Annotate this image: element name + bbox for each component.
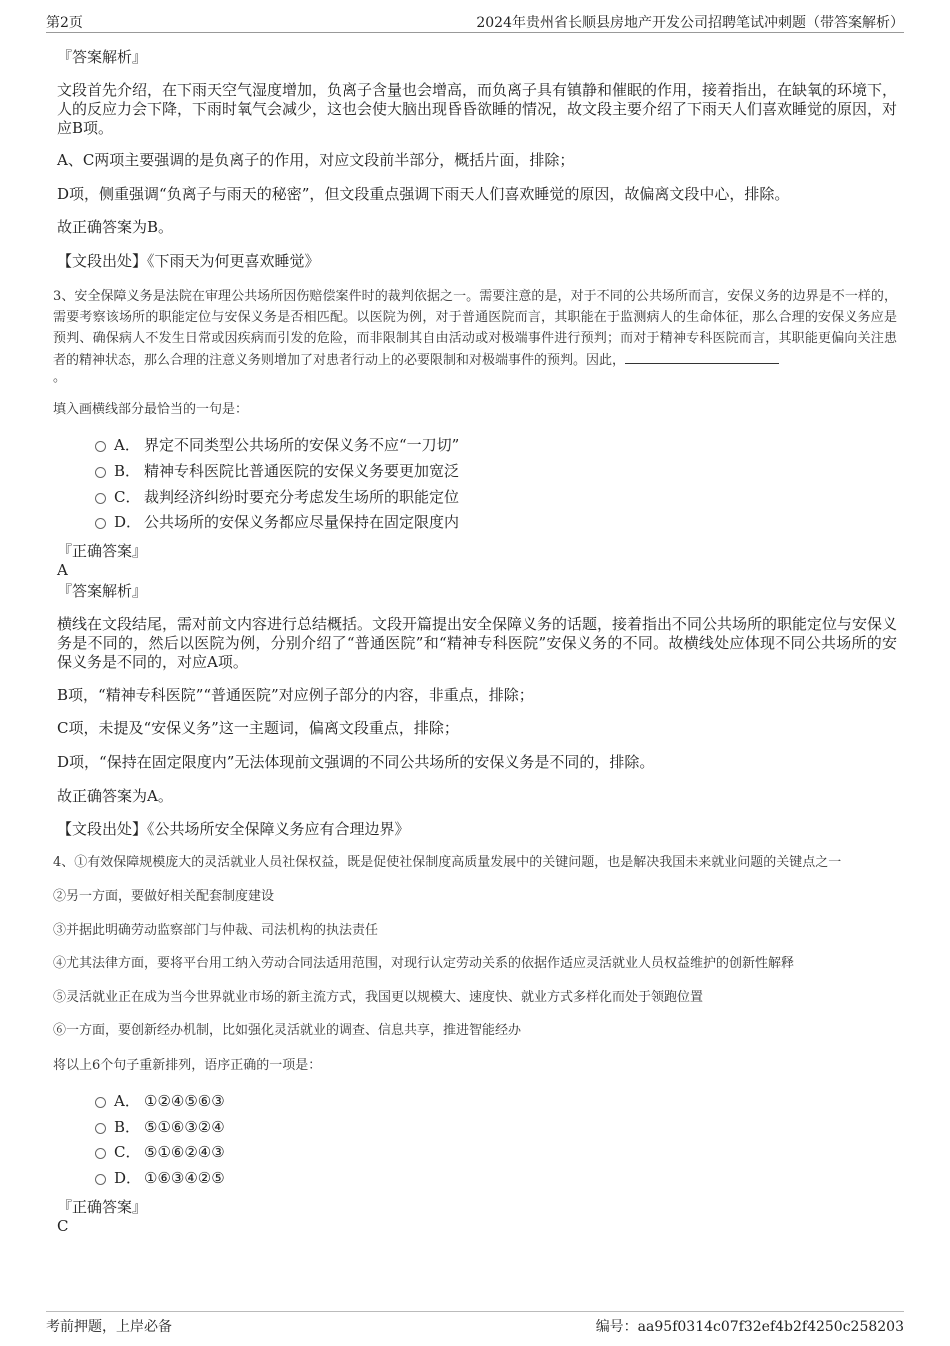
option-letter: A． [114,1092,140,1110]
answer-blank [625,349,779,364]
document-title: 2024年贵州省长顺县房地产开发公司招聘笔试冲刺题（带答案解析） [476,15,904,31]
correct-answer-label: 『正确答案』 [57,1198,148,1216]
question-4-prompt: 将以上6个句子重新排列，语序正确的一项是： [53,1058,322,1073]
radio-icon[interactable] [95,1097,106,1108]
option-text: 精神专科医院比普通医院的安保义务要更加宽泛 [144,462,460,480]
option-text: ①⑥③④②⑤ [144,1169,225,1187]
option-letter: C． [114,1143,141,1161]
page-number: 第2页 [46,15,83,31]
document-id: 编号：aa95f0314c07f32ef4b2f4250c258203 [595,1319,904,1335]
page-footer [46,1311,904,1346]
analysis-paragraph: B项，“精神专科医院”“普通医院”对应例子部分的内容，非重点，排除； [57,686,534,704]
option-letter: A． [114,436,140,454]
analysis-label: 『答案解析』 [57,48,148,66]
option-letter: D． [114,513,142,531]
source-citation: 【文段出处】《公共场所安全保障义务应有合理边界》 [57,820,410,838]
option-b[interactable] [95,1116,225,1138]
correct-answer-label: 『正确答案』 [57,542,148,560]
option-letter: B． [114,1118,141,1136]
radio-icon[interactable] [95,518,106,529]
option-text: 公共场所的安保义务都应尽量保持在固定限度内 [144,513,460,531]
source-citation: 【文段出处】《下雨天为何更喜欢睡觉》 [57,252,320,270]
option-text: ①②④⑤⑥③ [144,1092,225,1110]
question-3-body: 3、安全保障义务是法院在审理公共场所因伤赔偿案件时的裁判依据之一。需要注意的是，对于不同的公共场所而言，安保义务的边界是不一样的，需要考察该场所的职能定位与安保义务是否相匹配。以医院为例，对于普通医院而言，其职能在于监测病人的生命体征，那么合理的安保义务应是预判、确保病人不发生日常或因疾病而引发的危险，而非限制其自由活动或对极端事件进行预判；而对于精神专科医院而言，其职能更偏向关注患者的精神状态，那么合理的注意义务则增加了对患者行动上的必要限制和对极端事件的预判。因此， [53,289,897,368]
analysis-paragraph: 文段首先介绍，在下雨天空气湿度增加，负离子含量也会增高，而负离子具有镇静和催眠的作用，接着指出，在缺氧的环境下，人的反应力会下降，下雨时氧气会减少，这也会使大脑出现昏昏欲睡的情况，故文段主要介绍了下雨天人们喜欢睡觉的原因，对应B项。 [57,81,898,137]
analysis-paragraph: C项，未提及“安保义务”这一主题词，偏离文段重点，排除； [57,719,459,737]
radio-icon[interactable] [95,1174,106,1185]
correct-answer-statement: 故正确答案为A。 [57,787,173,805]
question-4-sentence-5: ⑤灵活就业正在成为当今世界就业市场的新主流方式，我国更以规模大、速度快、就业方式多样化而处于领跑位置 [53,990,704,1005]
analysis-paragraph: A、C两项主要强调的是负离子的作用，对应文段前半部分，概括片面，排除； [57,151,575,169]
question-4-sentence-4: ④尤其法律方面，要将平台用工纳入劳动合同法适用范围，对现行认定劳动关系的依据作适应灵活就业人员权益维护的创新性解释 [53,956,795,971]
option-text: 裁判经济纠纷时要充分考虑发生场所的职能定位 [144,488,460,506]
option-text: ⑤①⑥③②④ [144,1118,225,1136]
question-4-sentence-2: ②另一方面，要做好相关配套制度建设 [53,889,275,904]
radio-icon[interactable] [95,1148,106,1159]
option-b[interactable] [95,460,459,482]
question-3-tail: 。 [53,370,67,385]
option-a[interactable] [95,1090,225,1112]
page-header [46,0,904,33]
correct-answer-statement: 故正确答案为B。 [57,218,174,236]
option-letter: B． [114,462,141,480]
radio-icon[interactable] [95,467,106,478]
footer-slogan: 考前押题，上岸必备 [46,1319,172,1335]
option-a[interactable] [95,434,459,456]
option-d[interactable] [95,1167,225,1189]
analysis-paragraph: D项，侧重强调“负离子与雨天的秘密”，但文段重点强调下雨天人们喜欢睡觉的原因，故偏离文段中心，排除。 [57,185,790,203]
option-text: 界定不同类型公共场所的安保义务不应“一刀切” [144,436,460,454]
radio-icon[interactable] [95,441,106,452]
analysis-paragraph: 横线在文段结尾，需对前文内容进行总结概括。文段开篇提出安全保障义务的话题，接着指出不同公共场所的职能定位与安保义务是不同的，然后以医院为例，分别介绍了“普通医院”和“精神专科医院”安保义务的不同。故横线处应体现不同公共场所的安保义务是不同的，对应A项。 [57,615,898,671]
question-3-prompt: 填入画横线部分最恰当的一句是： [53,402,249,417]
correct-answer: C [57,1217,69,1235]
question-4-sentence-6: ⑥一方面，要创新经办机制，比如强化灵活就业的调查、信息共享，推进智能经办 [53,1023,522,1038]
radio-icon[interactable] [95,493,106,504]
question-4-sentence-3: ③并据此明确劳动监察部门与仲裁、司法机构的执法责任 [53,923,379,938]
correct-answer: A [57,561,68,579]
option-text: ⑤①⑥②④③ [144,1143,225,1161]
analysis-paragraph: D项，“保持在固定限度内”无法体现前文强调的不同公共场所的安保义务是不同的，排除。 [57,753,655,771]
option-letter: C． [114,488,141,506]
question-4-sentence-1: 4、①有效保障规模庞大的灵活就业人员社保权益，既是促使社保制度高质量发展中的关键问题，也是解决我国未来就业问题的关键点之一 [53,855,842,870]
question-3-text [53,286,897,371]
option-c[interactable] [95,486,459,508]
analysis-label: 『答案解析』 [57,582,148,600]
option-d[interactable] [95,511,459,533]
radio-icon[interactable] [95,1123,106,1134]
option-c[interactable] [95,1141,225,1163]
option-letter: D． [114,1169,142,1187]
